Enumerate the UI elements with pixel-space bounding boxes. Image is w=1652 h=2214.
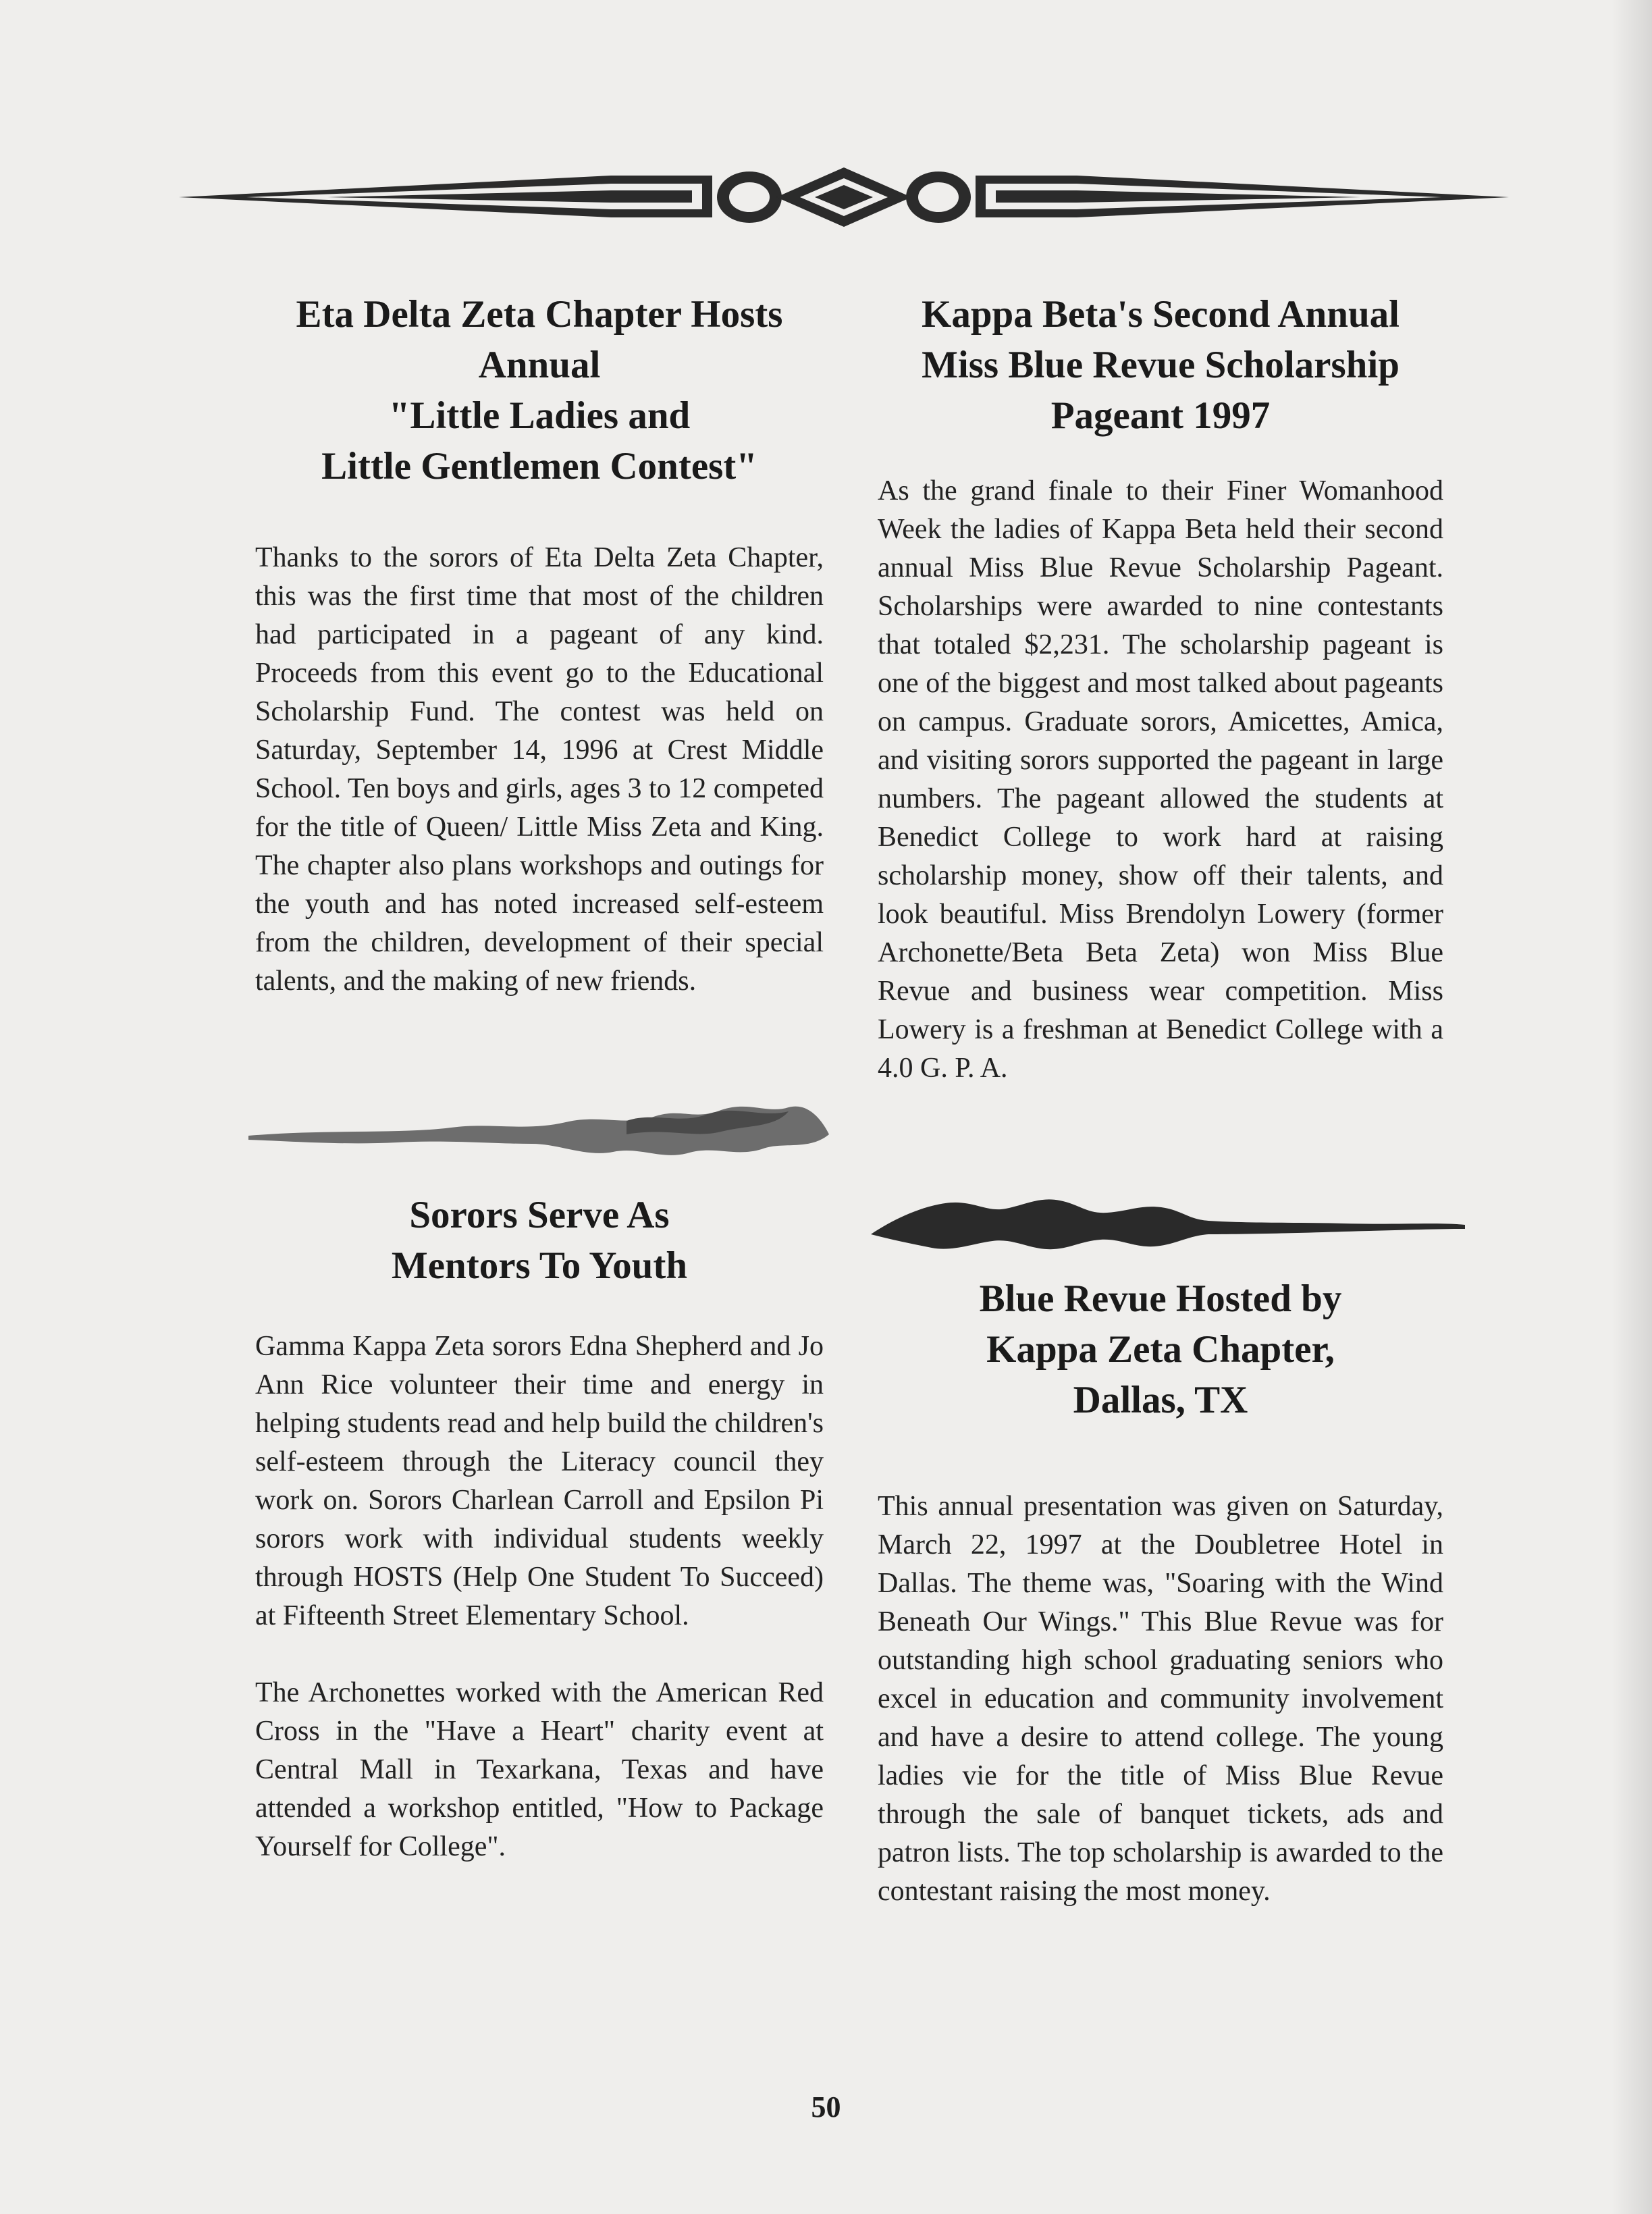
- headline-line: "Little Ladies and: [388, 394, 691, 437]
- headline-line: Dallas, TX: [1073, 1379, 1248, 1421]
- article-body: Gamma Kappa Zeta sorors Edna Shepherd and Jo Ann Rice volunteer their time and energy in helping students read and help build the children's self-esteem through the Literacy council they work on. Sorors Charlean Carroll and Epsilon Pi sorors work with individual students weekly through HOSTS (Help One Student To Succeed) at Fifteenth Street Elementary School.: [255, 1331, 824, 1631]
- page-edge-shadow: [1611, 0, 1652, 2214]
- article-body: As the grand finale to their Finer Womanhood Week the ladies of Kappa Beta held their second annual Miss Blue Revue Scholarship Pageant. Scholarships were awarded to nine contestants that totaled $2,231. The scholarship pageant is one of the biggest and most talked about pageants on campus. Graduate sorors, Amicettes, Amica, and visiting sorors supported the pageant in large numbers. The pageant allowed the students at Benedict College to work hard at raising scholarship money, show off their talents, and look beautiful. Miss Brendolyn Lowery (former Archonette/Beta Beta Zeta) won Miss Blue Revue and business wear competition. Miss Lowery is a freshman at Benedict College with a 4.0 G. P. A.: [878, 475, 1443, 1084]
- article-blue-revue-dallas: [878, 1273, 1443, 1911]
- brush-stroke-divider: [871, 1180, 1465, 1255]
- headline-line: Pageant 1997: [1050, 394, 1271, 437]
- article-eta-delta-zeta: [255, 289, 824, 1001]
- article-body: The Archonettes worked with the American Red Cross in the "Have a Heart" charity event at Central Mall in Texarkana, Texas and have attended a workshop entitled, "How to Package Yourself for College".: [255, 1677, 824, 1862]
- article-headline: [255, 289, 824, 492]
- headline-line: Miss Blue Revue Scholarship: [922, 344, 1400, 386]
- article-body: Thanks to the sorors of Eta Delta Zeta Chapter, this was the first time that most of the children had participated in a pageant of any kind. Proceeds from this event go to the Educational Scholarship Fund. The contest was held on Saturday, September 14, 1996 at Crest Middle School. Ten boys and girls, ages 3 to 12 competed for the title of Queen/ Little Miss Zeta and King. The chapter also plans workshops and outings for the youth and has noted increased self-esteem from the children, development of their special talents, and the making of new friends.: [255, 542, 824, 997]
- article-body: This annual presentation was given on Saturday, March 22, 1997 at the Doubletree Hotel in Dallas. The theme was, "Soaring with the Wind Beneath Our Wings." This Blue Revue was for outstanding high school graduating seniors who excel in education and community involvement and have a desire to attend college. The young ladies vie for the title of Miss Blue Revue through the sale of banquet tickets, ads and patron lists. The top scholarship is awarded to the contestant raising the most money.: [878, 1491, 1443, 1907]
- brush-stroke-divider: [248, 1087, 829, 1161]
- headline-line: Blue Revue Hosted by: [979, 1277, 1342, 1320]
- headline-line: Little Gentlemen Contest": [321, 445, 757, 487]
- article-headline: [878, 1273, 1443, 1425]
- article-sorors-mentors: [255, 1190, 824, 1866]
- headline-line: Mentors To Youth: [391, 1244, 688, 1287]
- article-headline: [878, 289, 1443, 441]
- header-ornament: [179, 162, 1509, 236]
- headline-line: Kappa Beta's Second Annual: [922, 293, 1400, 336]
- article-kappa-beta: [878, 289, 1443, 1088]
- article-headline: [255, 1190, 824, 1291]
- headline-line: Eta Delta Zeta Chapter Hosts: [296, 293, 783, 336]
- headline-line: Kappa Zeta Chapter,: [986, 1328, 1335, 1371]
- page-number: 50: [811, 2090, 841, 2124]
- headline-line: Sorors Serve As: [409, 1194, 670, 1236]
- headline-line: Annual: [478, 344, 601, 386]
